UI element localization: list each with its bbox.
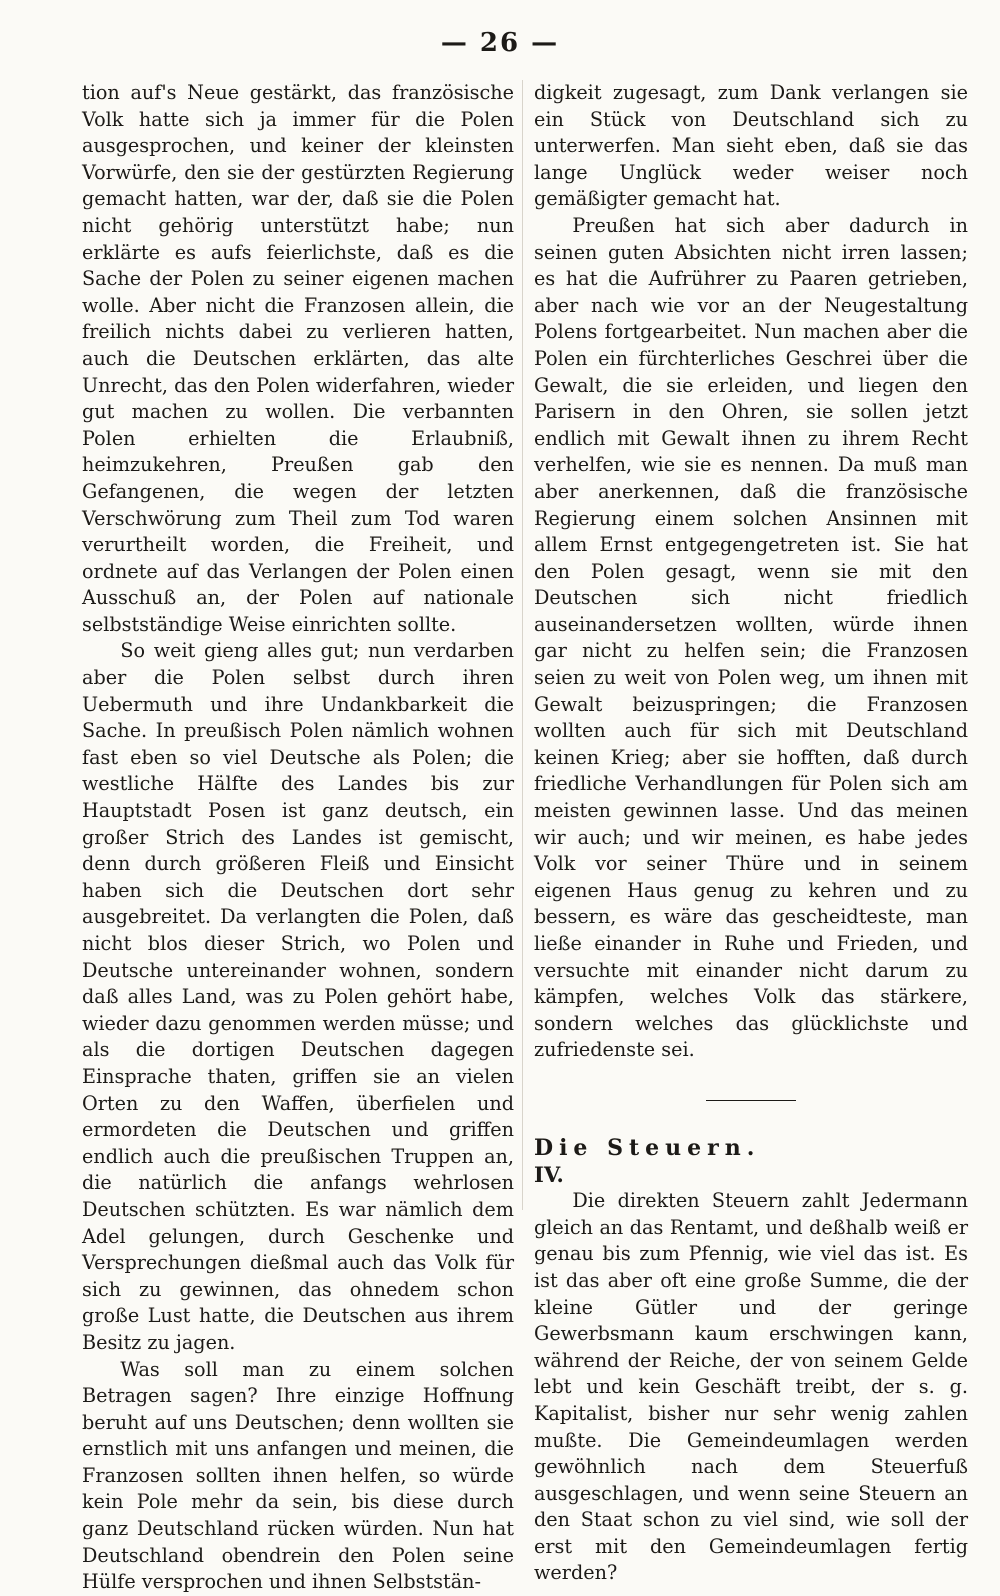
paragraph: Was soll man zu einem solchen Betragen sagen? Ihre einzige Hoffnung beruht auf uns Deutschen; denn wollten sie ernstlich mit uns anfangen und meinen, die Franzosen sollten ihnen helfen, so würde kein Pole mehr da sein, bis diese durch ganz Deutschland rücken würden. Nun hat Deutschland obendrein den Polen seine Hülfe versprochen und ihnen Selbststän- [82,1357,514,1594]
section-number: IV. [534,1161,564,1187]
page-number: — 26 — [440,28,560,58]
paragraph: So weit gieng alles gut; nun verdarben aber die Polen selbst durch ihren Uebermuth und ihre Undankbarkeit die Sache. In preußisch Polen nämlich wohnen fast eben so viel Deutsche als Polen; die westliche Hälfte des Landes bis zur Hauptstadt Posen ist ganz deutsch, ein großer Strich des Landes ist gemischt, denn durch größeren Fleiß und Einsicht haben sich die Deutschen dort sehr ausgebreitet. Da verlangten die Polen, daß nicht blos dieser Strich, wo Polen und Deutsche untereinander wohnen, sondern daß alles Land, was zu Polen gehört habe, wieder dazu genommen werden müsse; und als die dortigen Deutschen dagegen Einsprache thaten, griffen sie an vielen Orten zu den Waffen, überfielen und ermordeten die Deutschen und griffen endlich auch die preußischen Truppen an, die natürlich die anfangs wehrlosen Deutschen schützten. Es war nämlich dem Adel gelungen, durch Geschenke und Versprechungen dießmal auch das Volk für sich zu gewinnen, das ohnedem schon große Lust hatte, die Deutschen aus ihrem Besitz zu jagen. [82,639,514,1354]
right-column [534,80,968,1587]
paragraph: Preußen hat sich aber dadurch in seinen guten Absichten nicht irren lassen; es hat die Aufrührer zu Paaren getrieben, aber nach wie vor an der Neugestaltung Polens fortgearbeitet. Nun machen aber die Polen ein fürchterliches Geschrei über die Gewalt, die sie erleiden, und liegen den Parisern in den Ohren, sie sollen jetzt endlich mit Gewalt ihnen zu ihrem Recht verhelfen, wie sie es nennen. Da muß man aber anerkennen, daß die französische Regierung einem solchen Ansinnen mit allem Ernst entgegengetreten ist. Sie hat den Polen gesagt, wenn sie mit den Deutschen sich nicht friedlich auseinandersetzen wollten, würde ihnen gar nicht zu helfen sein; die Franzosen seien zu weit von Polen weg, um ihnen mit Gewalt beizuspringen; die Franzosen wollten auch für sich mit Deutschland keinen Krieg; aber sie hofften, daß durch friedliche Verhandlungen für Polen sich am meisten gewinnen lasse. Und das meinen wir auch; und wir meinen, es habe jedes Volk vor seiner Thüre und in seinem eigenen Haus genug zu kehren und zu bessern, es wäre das gescheidteste, man ließe einander in Ruhe und Frieden, und versuchte mit einander nicht darum zu kämpfen, welches Volk das stärkere, sondern welches das glücklichste und zufriedenste sei. [534,213,968,1062]
left-column [82,80,514,1596]
column-divider [522,80,523,1210]
section-heading: Die Steuern. [534,1134,761,1161]
paragraph: tion auf's Neue gestärkt, das französische Volk hatte sich ja immer für die Polen ausgesprochen, und keiner der kleinsten Vorwürfe, den sie der gestürzten Regierung gemacht hatten, war der, daß sie die Polen nicht gehörig unterstützt habe; nun erklärte es aufs feierlichste, daß es die Sache der Polen zu seiner eigenen machen wolle. Aber nicht die Franzosen allein, die freilich nichts dabei zu verlieren hatten, auch die Deutschen erklärten, das alte Unrecht, das den Polen widerfahren, wieder gut machen zu wollen. Die verbannten Polen erhielten die Erlaubniß, heimzukehren, Preußen gab den Gefangenen, die wegen der letzten Verschwörung zum Theil zum Tod waren verurtheilt worden, die Freiheit, und ordnete auf das Verlangen der Polen einen Ausschuß an, der Polen auf nationale selbstständige Weise einrichten sollte. [82,81,514,636]
paragraph: digkeit zugesagt, zum Dank verlangen sie ein Stück von Deutschland sich zu unterwerfen. Man sieht eben, daß sie das lange Unglück weder weiser noch gemäßigter gemacht hat. [534,81,968,211]
section-rule [706,1100,796,1101]
paragraph: Die direkten Steuern zahlt Jedermann gleich an das Rentamt, und deßhalb weiß er genau bis zum Pfennig, wie viel das ist. Es ist das aber oft eine große Summe, die der kleine Gütler und der geringe Gewerbsmann kaum erschwingen kann, während der Reiche, der von seinem Gelde lebt und kein Geschäft treibt, der s. g. Kapitalist, bisher nur sehr wenig zahlen mußte. Die Gemeindeumlagen werden gewöhnlich nach dem Steuerfuß ausgeschlagen, und wenn seine Steuern an den Staat schon zu viel sind, wie soll der erst mit den Gemeindeumlagen fertig werden? [534,1189,968,1585]
